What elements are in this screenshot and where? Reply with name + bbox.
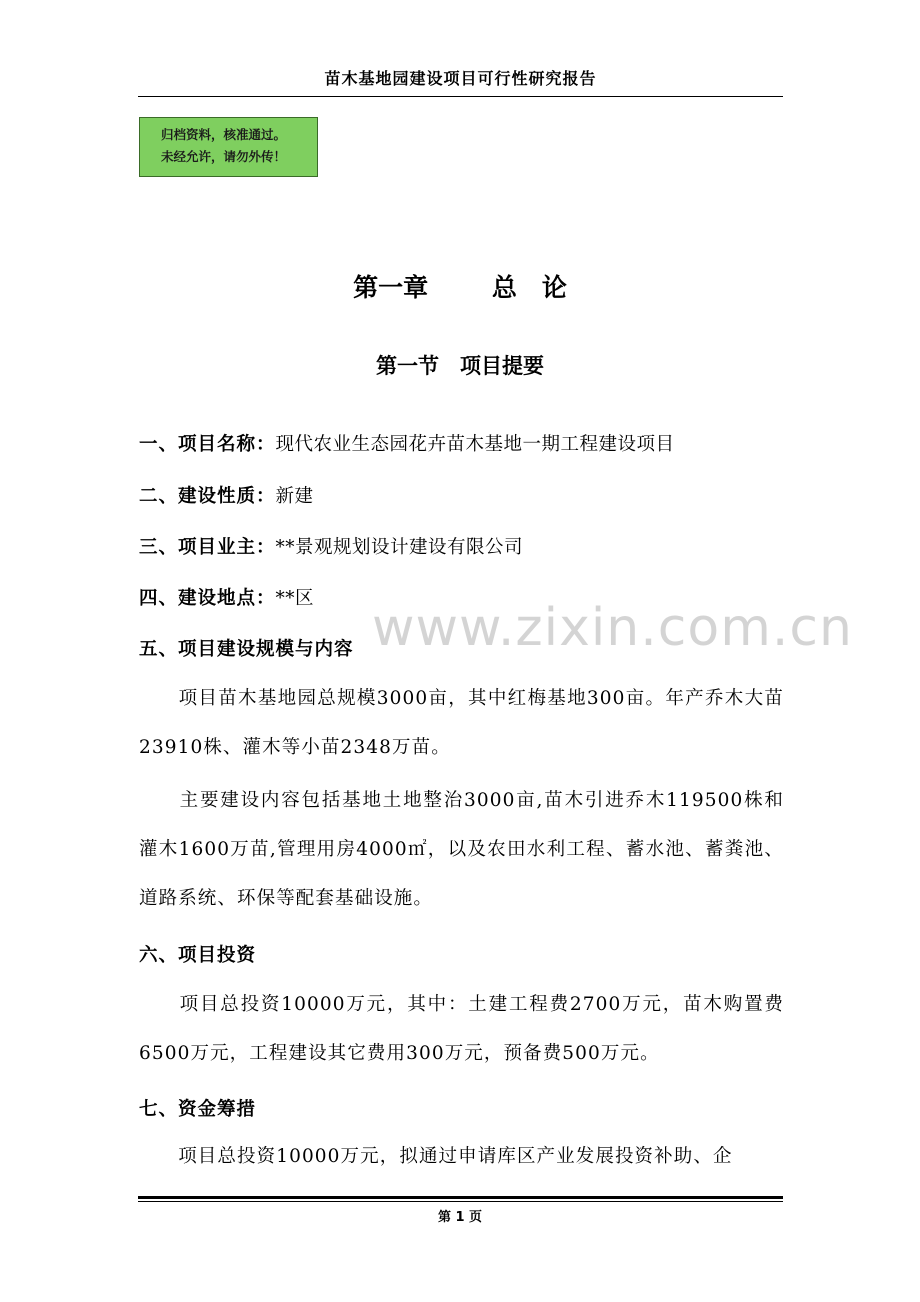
- investment-heading: 六、项目投资: [139, 945, 257, 966]
- stamp-line-1: 归档资料，核准通过。: [161, 127, 287, 142]
- item-project-owner: [139, 533, 523, 559]
- item-value: **景观规划设计建设有限公司: [275, 537, 524, 558]
- scale-paragraph-2: 主要建设内容包括基地土地整治3000亩,苗木引进乔木119500株和灌木1600万苗,管理用房4000㎡，以及农田水利工程、蓄水池、蓄粪池、道路系统、环保等配套基础设施。: [139, 790, 784, 909]
- item-value: **区: [275, 588, 315, 609]
- scale-paragraph-1: 项目苗木基地园总规模3000亩，其中红梅基地300亩。年产乔木大苗23910株、灌木等小苗2348万苗。: [139, 688, 784, 758]
- watermark: www.zixin.com.cn: [372, 598, 853, 658]
- page-header-title: 苗木基地园建设项目可行性研究报告: [324, 69, 597, 88]
- footer-rule-thick: [138, 1196, 783, 1199]
- investment-paragraph: 项目总投资10000万元，其中：土建工程费2700万元，苗木购置费6500万元，工程建设其它费用300万元，预备费500万元。: [139, 994, 784, 1064]
- item-project-name: [139, 430, 675, 456]
- item-label: 三、项目业主：: [139, 537, 276, 558]
- footer-rule-thin: [138, 1201, 783, 1202]
- item-label: 四、建设地点：: [139, 588, 276, 609]
- item-value: 现代农业生态园花卉苗木基地一期工程建设项目: [275, 434, 675, 455]
- section-title: 第一节 项目提要: [376, 354, 544, 378]
- item-label: 一、项目名称：: [139, 434, 276, 455]
- item-location: [139, 584, 314, 610]
- funding-heading: 七、资金筹措: [139, 1099, 257, 1120]
- item-construction-nature: [139, 482, 314, 508]
- item-value: 新建: [275, 486, 314, 507]
- header-rule: [138, 96, 783, 97]
- item-label: 二、建设性质：: [139, 486, 276, 507]
- stamp-line-2: 未经允许，请勿外传！: [161, 149, 287, 164]
- chapter-title: 第一章 总 论: [353, 273, 567, 302]
- scale-heading: 五、项目建设规模与内容: [139, 639, 354, 660]
- archive-stamp: [139, 117, 318, 177]
- funding-paragraph: 项目总投资10000万元，拟通过申请库区产业发展投资补助、企: [139, 1146, 733, 1167]
- page-number: 第 1 页: [437, 1210, 483, 1225]
